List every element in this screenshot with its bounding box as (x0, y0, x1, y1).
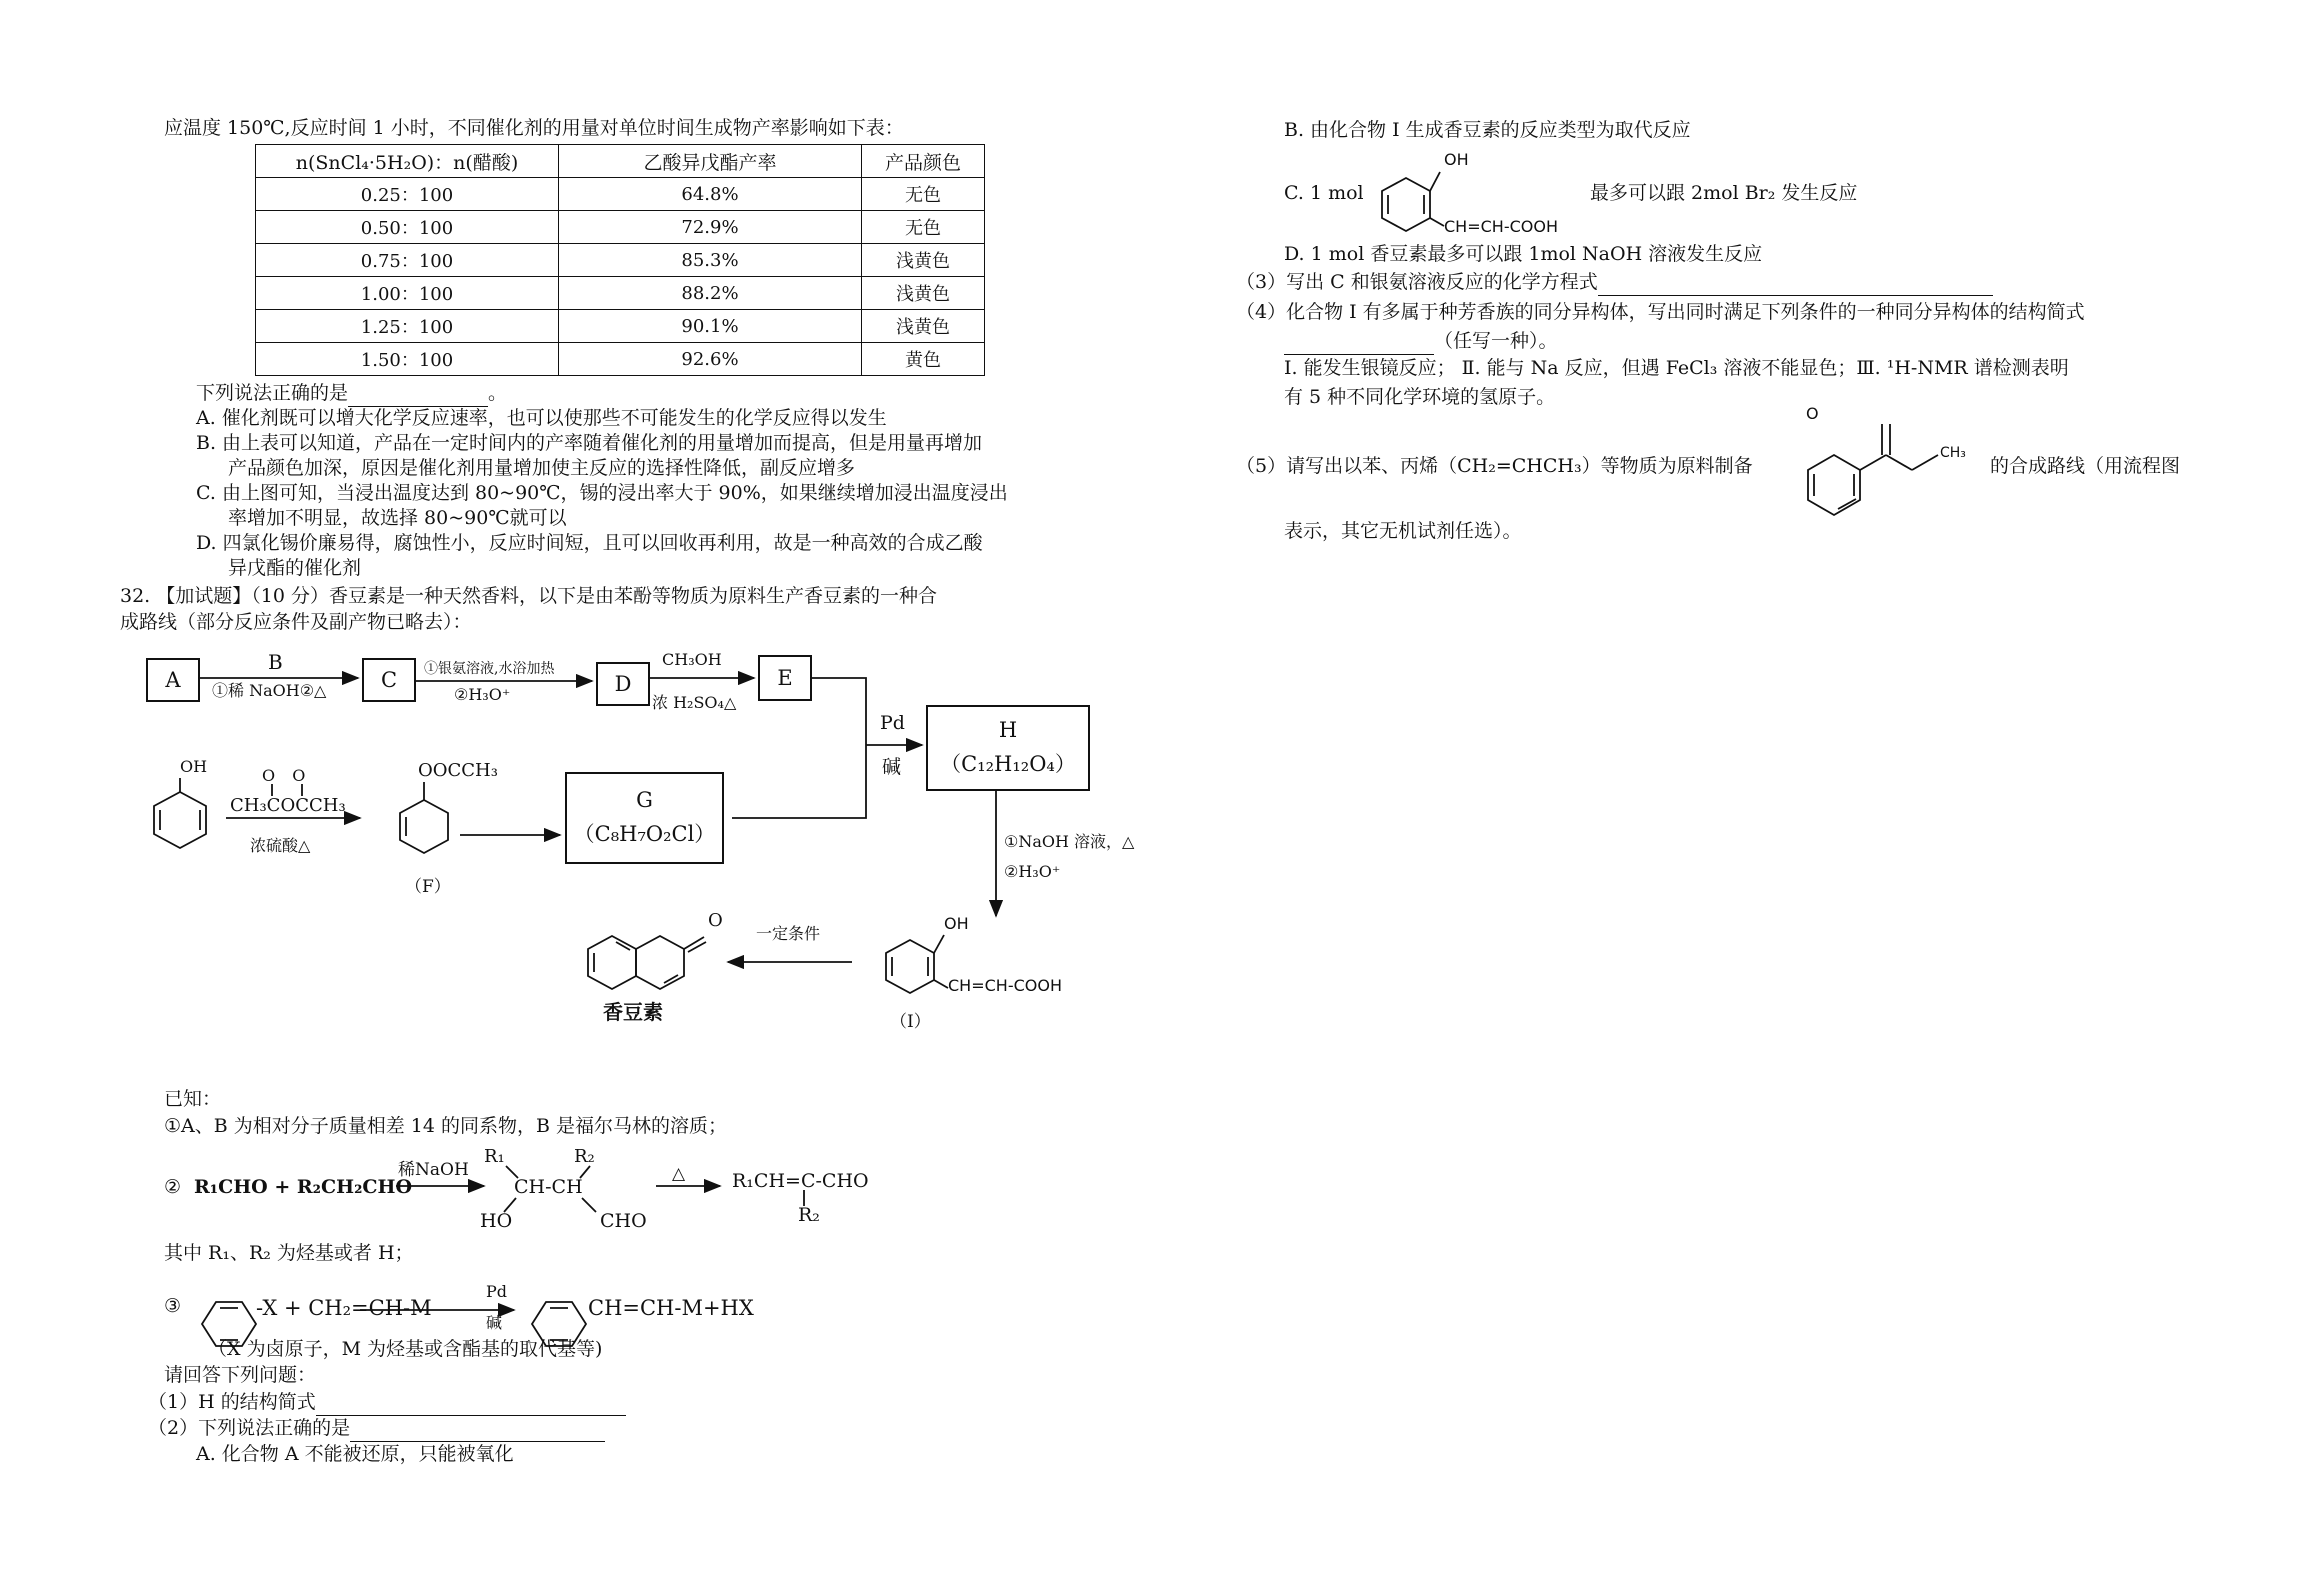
compound-i-chain: CH=CH-COOH (948, 976, 1062, 995)
table-cell: 0.25：100 (256, 178, 559, 211)
table-cell: 黄色 (862, 343, 985, 376)
box-c: C (362, 658, 416, 702)
known-3-note: （X 为卤原子，M 为烃基或含酯基的取代基等) (208, 1338, 603, 1360)
table-cell: 1.50：100 (256, 343, 559, 376)
known-2-intermediate: CH-CH (514, 1176, 583, 1198)
known-2-bond-cho (582, 1198, 596, 1212)
condition-conc-sulfuric: 浓硫酸△ (250, 836, 311, 855)
question-3-text: （3）写出 C 和银氨溶液反应的化学方程式 (1236, 271, 1598, 293)
intro-text: 应温度 150℃,反应时间 1 小时，不同催化剂的用量对单位时间生成物产率影响如下表： (164, 117, 904, 139)
known-2-product: R₁CH=C-CHO (732, 1170, 869, 1192)
compound-f-substituent: OOCCH₃ (418, 760, 498, 781)
table-cell: 浅黄色 (862, 244, 985, 277)
question-4-line1: （4）化合物 I 有多属于种芳香族的同分异构体，写出同时满足下列条件的一种同分异构体的结构简式 (1236, 301, 2085, 323)
question-5-line2: 的合成路线（用流程图 (1990, 455, 2181, 477)
known-2-reactants: R₁CHO + R₂CH₂CHO (194, 1176, 413, 1198)
answer-blank (316, 1391, 626, 1416)
question-1 (148, 1391, 626, 1416)
condition-d-to-e-1: CH₃OH (662, 650, 722, 669)
table-cell: 64.8% (559, 178, 862, 211)
table-cell: 无色 (862, 211, 985, 244)
option-c-chain: CH=CH-COOH (1444, 217, 1558, 236)
table-cell: 1.00：100 (256, 277, 559, 310)
reagent-b: B (268, 650, 283, 674)
known-3-reactants: -X + CH₂=CH-M (256, 1296, 432, 1320)
question-5-line1: （5）请写出以苯、丙烯（CH₂=CHCH₃）等物质为原料制备 (1236, 455, 1753, 477)
known-2-bond-r1 (506, 1166, 518, 1178)
table-cell: 1.25：100 (256, 310, 559, 343)
question-4-line3: Ⅰ. 能发生银镜反应； Ⅱ. 能与 Na 反应，但遇 FeCl₃ 溶液不能显色；Ⅲ. ¹H-NMR 谱检测表明 (1284, 357, 2069, 379)
known-heading: 已知： (164, 1088, 222, 1110)
phenol-oh-label: OH (180, 757, 208, 776)
condition-h-to-i-1: ①NaOH 溶液，△ (1004, 832, 1135, 851)
question-32-line2: 成路线（部分反应条件及副产物已略去）： (120, 611, 472, 633)
question-4-line2-text: （任写一种）。 (1434, 330, 1558, 352)
known-3-products: CH=CH-M+HX (588, 1296, 754, 1320)
known-3-base: 碱 (486, 1313, 503, 1332)
option-b-line2: 产品颜色加深，原因是催化剂用量增加使主反应的选择性降低，副反应增多 (228, 457, 856, 479)
known-2-bond-r2 (580, 1166, 590, 1178)
question-4-line4: 有 5 种不同化学环境的氢原子。 (1284, 386, 1556, 408)
condition-c-to-d-1: ①银氨溶液,水浴加热 (424, 661, 555, 677)
table-cell: 72.9% (559, 211, 862, 244)
box-g-label: G (636, 788, 653, 812)
question-5-ch3: CH₃ (1940, 445, 1966, 461)
known-3-pd: Pd (486, 1282, 508, 1301)
question-prompt-text: 下列说法正确的是 (196, 382, 349, 404)
option-d-line1: D. 四氯化锡价廉易得，腐蚀性小，反应时间短，且可以回收再利用，故是一种高效的合成乙酸 (196, 532, 983, 554)
condition-certain: 一定条件 (756, 924, 821, 943)
option-c-line2: 率增加不明显，故选择 80~90℃就可以 (228, 507, 567, 529)
compound-i-oh: OH (944, 914, 969, 933)
compound-i-label: （I） (890, 1012, 931, 1032)
question-5-structure (1200, 0, 2303, 600)
option-c-line1: C. 由上图可知，当浸出温度达到 80~90℃，锡的浸出率大于 90%，如果继续增加浸出温度浸出 (196, 482, 1008, 504)
table-cell: 90.1% (559, 310, 862, 343)
pd-catalyst-label: Pd (880, 712, 905, 734)
option-c-suffix: 最多可以跟 2mol Br₂ 发生反应 (1590, 182, 1858, 204)
condition-h-to-i-2: ②H₃O⁺ (1004, 862, 1061, 881)
option-a: A. 催化剂既可以增大化学反应速率，也可以使那些不可能发生的化学反应得以发生 (196, 407, 887, 429)
box-g-formula: （C₈H₇O₂Cl） (573, 822, 716, 846)
box-d: D (596, 662, 650, 706)
table-header: 产品颜色 (862, 145, 985, 178)
anhydride-carbonyl-label: O O (262, 766, 312, 785)
known-2-r2: R₂ (574, 1146, 595, 1167)
answer-blank (350, 1417, 605, 1442)
condition-a-to-c: ①稀 NaOH②△ (212, 681, 327, 700)
table-cell: 无色 (862, 178, 985, 211)
compound-f-label: （F） (405, 877, 451, 897)
option-d-line2: 异戊酯的催化剂 (228, 557, 362, 579)
known-2-r1: R₁ (484, 1146, 505, 1167)
answer-prompt: 请回答下列问题： (164, 1364, 317, 1386)
coumarin-label: 香豆素 (603, 1000, 663, 1024)
question-prompt-end: 。 (488, 382, 508, 404)
known-3-number: ③ (164, 1295, 182, 1317)
option-c-oh: OH (1444, 150, 1469, 169)
table-cell: 88.2% (559, 277, 862, 310)
box-a: A (146, 658, 200, 702)
known-1: ①A、B 为相对分子质量相差 14 的同系物，B 是福尔马林的溶质； (164, 1115, 728, 1137)
table-cell: 浅黄色 (862, 310, 985, 343)
condition-c-to-d-2: ②H₃O⁺ (454, 685, 511, 704)
table-cell: 0.50：100 (256, 211, 559, 244)
known-2-cho: CHO (600, 1210, 647, 1232)
option-b: B. 由化合物 I 生成香豆素的反应类型为取代反应 (1284, 119, 1691, 141)
question-2 (148, 1417, 605, 1442)
coumarin-oxo-label: O (708, 910, 723, 931)
table-cell: 浅黄色 (862, 277, 985, 310)
question-2-option-a: A. 化合物 A 不能被还原，只能被氧化 (196, 1443, 514, 1465)
table-header: 乙酸异戊酯产率 (559, 145, 862, 178)
known-2-product-r2: R₂ (798, 1204, 820, 1226)
table-cell: 85.3% (559, 244, 862, 277)
question-32-line1: 32. 【加试题】（10 分）香豆素是一种天然香料，以下是由苯酚等物质为原料生产香豆素的一种合 (120, 585, 937, 607)
known-2-number: ② (164, 1176, 182, 1198)
box-e: E (758, 655, 812, 701)
option-b-line1: B. 由上表可以知道，产品在一定时间内的产率随着催化剂的用量增加而提高，但是用量再增加 (196, 432, 983, 454)
option-c-prefix: C. 1 mol (1284, 182, 1364, 204)
known-2-condition: 稀NaOH (398, 1160, 469, 1180)
right-column (1200, 0, 2303, 1594)
table-header: n(SnCl₄·5H₂O)：n(醋酸) (256, 145, 559, 178)
box-h-formula: （C₁₂H₁₂O₄） (940, 752, 1076, 776)
anhydride-reagent: CH₃COCCH₃ (230, 795, 346, 816)
table-cell: 92.6% (559, 343, 862, 376)
table-cell: 0.75：100 (256, 244, 559, 277)
known-2-ho: HO (480, 1210, 513, 1232)
condition-d-to-e-2: 浓 H₂SO₄△ (652, 693, 737, 712)
known-r-note: 其中 R₁、R₂ 为烃基或者 H； (164, 1242, 414, 1264)
known-2-bond-ho (504, 1198, 516, 1212)
question-1-text: （1）H 的结构简式 (148, 1391, 316, 1413)
question-2-text: （2）下列说法正确的是 (148, 1417, 351, 1439)
known-2-heat: △ (672, 1164, 686, 1184)
question-5-line3: 表示，其它无机试剂任选）。 (1284, 520, 1522, 542)
box-h-label: H (998, 718, 1018, 742)
question-5-oxo: O (1806, 404, 1819, 423)
option-d: D. 1 mol 香豆素最多可以跟 1mol NaOH 溶液发生反应 (1284, 243, 1763, 265)
base-label: 碱 (882, 756, 902, 778)
